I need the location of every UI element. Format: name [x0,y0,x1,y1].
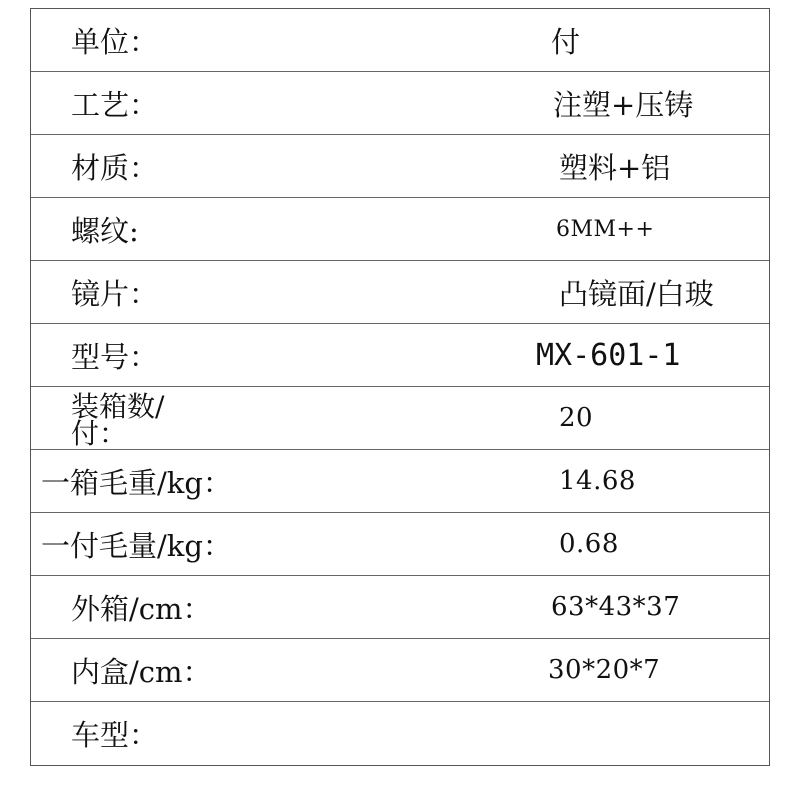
table-row [31,135,769,198]
row-label-pack-qty: 装箱数/付： [71,390,165,450]
table-row [31,450,769,513]
table-row [31,387,769,450]
row-value-inner-box: 30*20*7 [548,655,661,685]
row-value-process: 注塑+压铸 [553,87,694,122]
row-value-outer-carton: 63*43*37 [551,592,681,622]
row-value-unit: 付 [551,24,581,59]
row-value-lens: 凸镜面/白玻 [559,276,714,311]
row-label-process: 工艺： [71,87,159,122]
table-row [31,702,769,765]
row-label-unit-gross-weight: 一付毛量/kg： [41,528,232,563]
table-row [31,639,769,702]
table-row [31,198,769,261]
table-row [31,9,769,72]
row-label-lens: 镜片： [71,276,159,311]
row-label-thread: 螺纹: [71,213,139,248]
row-label-outer-carton: 外箱/cm： [71,591,212,626]
table-row [31,513,769,576]
table-row [31,72,769,135]
table-row [31,261,769,324]
row-value-pack-qty: 20 [559,403,594,433]
row-value-unit-gross-weight: 0.68 [559,529,619,559]
row-value-thread: 6MM++ [556,216,655,242]
row-label-material: 材质： [71,150,159,185]
table-row [31,324,769,387]
row-label-inner-box: 内盒/cm： [71,654,212,689]
row-label-carton-gross-weight: 一箱毛重/kg： [41,465,232,500]
row-value-carton-gross-weight: 14.68 [559,466,636,496]
table-row [31,576,769,639]
spec-table [30,8,770,766]
row-value-model: MX-601-1 [536,337,681,373]
row-value-material: 塑料+铝 [559,150,671,185]
row-label-model: 型号： [71,339,159,374]
row-label-vehicle-type: 车型： [71,718,159,752]
row-label-unit: 单位： [71,24,159,59]
